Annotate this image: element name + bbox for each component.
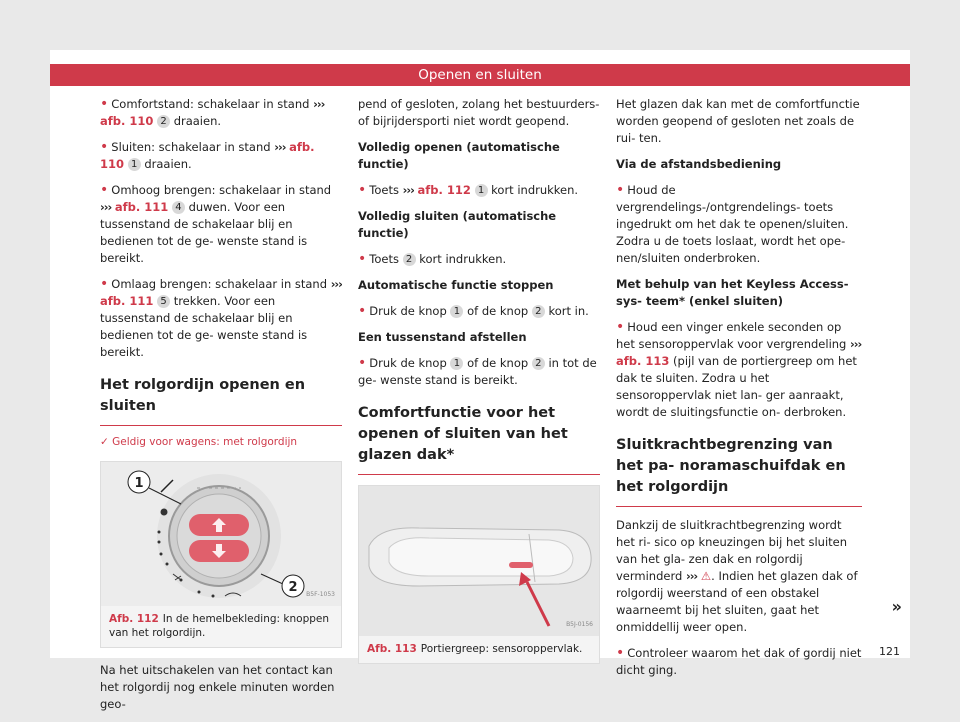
validity-text: Geldig voor wagens: met rolgordijn: [112, 436, 298, 448]
subheading: Volledig openen (automatische functie): [358, 140, 560, 171]
text: Controleer waarom het dak of gordij niet dicht ging.: [616, 646, 862, 677]
paragraph: pend of gesloten, zolang het bestuurders- of bijrijdersporti niet wordt geopend.: [358, 97, 600, 128]
text: Druk de knop: [369, 356, 447, 370]
bullet-comfort: [100, 96, 342, 130]
bullet-icon: •: [100, 182, 109, 198]
figure-113: [358, 485, 600, 664]
column-1: [100, 96, 342, 722]
column-2: [358, 96, 600, 664]
text: draaien.: [144, 157, 192, 171]
roller-blind-switch-illustration: [101, 462, 341, 606]
column-3: [616, 96, 862, 688]
paragraph: Het glazen dak kan met de comfortfunctie worden geopend of gesloten net zoals de rui- ten.: [616, 97, 860, 145]
section-heading: Sluitkrachtbegrenzing van het pa- noramaschuifdak en het rolgordijn: [616, 435, 862, 507]
bullet-close-auto: [358, 251, 600, 268]
page-number: 121: [879, 645, 900, 658]
number-badge: 1: [450, 357, 463, 370]
text: Druk de knop: [369, 304, 447, 318]
number-badge: 2: [157, 115, 170, 128]
callout-1: 1: [134, 476, 144, 491]
text: kort indrukken.: [419, 252, 507, 266]
subheading: Met behulp van het Keyless Access-sys- teem* (enkel sluiten): [616, 277, 849, 308]
subheading: Volledig sluiten (automatische functie): [358, 209, 557, 240]
figure-caption: [359, 636, 599, 663]
number-badge: 1: [450, 305, 463, 318]
bullet-lower: [100, 276, 342, 361]
bullet-keyless: [616, 319, 862, 421]
bullet-icon: •: [358, 251, 367, 267]
arrow-icon: ›››: [850, 337, 862, 351]
page-header: Openen en sluiten: [50, 64, 910, 86]
number-badge: 2: [532, 357, 545, 370]
figure-code: B5J-0156: [566, 621, 593, 628]
bullet-icon: •: [100, 96, 109, 112]
text: of de knop: [467, 304, 529, 318]
figure-link[interactable]: afb. 112: [417, 183, 471, 197]
paragraph: Na het uitschakelen van het contact kan het rolgordij nog enkele minuten worden geo-: [100, 663, 335, 711]
subheading: Een tussenstand afstellen: [358, 330, 527, 344]
bullet-icon: •: [616, 182, 625, 198]
number-badge: 5: [157, 295, 170, 308]
number-badge: 2: [403, 253, 416, 266]
text: duwen. Voor een tussenstand de schakelaar blij en bedienen tot de ge- wenste stand is bereikt.: [100, 200, 308, 265]
arrow-icon: ›››: [100, 200, 112, 214]
text: of de knop: [467, 356, 529, 370]
text: Houd de vergrendelings-/ontgrendelings- toets ingedrukt om het dak te openen/sluiten. Zodra u de toets loslaat, wordt het ope- nen/sluiten onderbroken.: [616, 183, 849, 265]
bullet-icon: •: [616, 645, 625, 661]
section-heading: Het rolgordijn openen en sluiten: [100, 375, 342, 426]
text: draaien.: [173, 114, 222, 128]
text: kort in.: [548, 304, 589, 318]
warning-icon[interactable]: ⚠: [700, 569, 712, 583]
text: (pijl van de portiergreep om het dak te sluiten. Zodra u het sensoroppervlak niet lan- ger aanraakt, wordt de sluitingsfunctie on- derbroken.: [616, 354, 857, 419]
arrow-icon: ›››: [313, 97, 325, 111]
number-badge: 1: [128, 158, 141, 171]
bullet-stop: [358, 303, 600, 320]
figure-label: Afb. 112: [109, 613, 159, 625]
text: in tot de ge- wenste stand is bereikt.: [358, 356, 597, 387]
figure-link[interactable]: afb. 110: [100, 140, 315, 171]
bullet-intermediate: [358, 355, 600, 389]
section-heading: Comfortfunctie voor het openen of sluiten van het glazen dak*: [358, 403, 600, 475]
subheading: Automatische functie stoppen: [358, 278, 554, 292]
bullet-icon: •: [358, 182, 367, 198]
bullet-remote: [616, 182, 862, 267]
door-handle-illustration: [359, 486, 599, 636]
caption-text: Portiergreep: sensoroppervlak.: [420, 643, 583, 655]
bullet-open-auto: [358, 182, 600, 199]
text: Toets: [369, 183, 399, 197]
text: kort indrukken.: [491, 183, 579, 197]
number-badge: 4: [172, 201, 185, 214]
figure-image: [101, 462, 341, 606]
text: Omlaag brengen: schakelaar in stand: [111, 277, 328, 291]
text: Omhoog brengen: schakelaar in stand: [111, 183, 332, 197]
bullet-check: [616, 645, 862, 679]
figure-link[interactable]: afb. 111: [114, 200, 169, 214]
text: Toets: [369, 252, 399, 266]
number-badge: 1: [475, 184, 488, 197]
bullet-icon: •: [358, 355, 367, 371]
figure-link[interactable]: afb. 113: [616, 354, 670, 368]
figure-caption: [101, 606, 341, 647]
subheading: Via de afstandsbediening: [616, 157, 782, 171]
text: Sluiten: schakelaar in stand: [111, 140, 271, 154]
validity-note: [100, 434, 342, 451]
callout-2: 2: [288, 580, 298, 595]
check-icon: ✓: [100, 436, 109, 448]
bullet-icon: •: [100, 276, 109, 292]
bullet-icon: •: [616, 319, 625, 335]
figure-label: Afb. 113: [367, 643, 417, 655]
figure-112: [100, 461, 342, 648]
bullet-close: [100, 139, 342, 173]
text: Comfortstand: schakelaar in stand: [111, 97, 310, 111]
number-badge: 2: [532, 305, 545, 318]
bullet-icon: •: [100, 139, 109, 155]
text: trekken. Voor een tussenstand de schakelaar blij en bedienen tot de ge- wenste stand is bereikt.: [100, 294, 308, 359]
continue-mark: »: [891, 597, 902, 616]
arrow-icon: ›››: [330, 277, 342, 291]
figure-link[interactable]: afb. 110: [100, 114, 154, 128]
text: . Indien het glazen dak of rolgordij weerstand of een obstakel waarneemt bij het sluiten, gaat het onmiddellij weer open.: [616, 569, 858, 634]
bullet-icon: •: [358, 303, 367, 319]
arrow-icon: ›››: [685, 569, 698, 583]
bullet-raise: [100, 182, 342, 267]
figure-link[interactable]: afb. 111: [100, 294, 154, 308]
figure-image: [359, 486, 599, 636]
arrow-icon: ›››: [274, 140, 286, 154]
figure-code: B5F-1053: [306, 591, 335, 598]
arrow-icon: ›››: [402, 183, 414, 197]
text: Houd een vinger enkele seconden op het sensoroppervlak voor vergrendeling: [616, 320, 847, 351]
caption-text: In de hemelbekleding: knoppen van het rolgordijn.: [109, 613, 330, 639]
text: Dankzij de sluitkrachtbegrenzing wordt het ri- sico op kneuzingen bij het sluiten van het gla- zen dak en rolgordij verminderd: [616, 518, 848, 583]
paragraph: [616, 517, 862, 636]
